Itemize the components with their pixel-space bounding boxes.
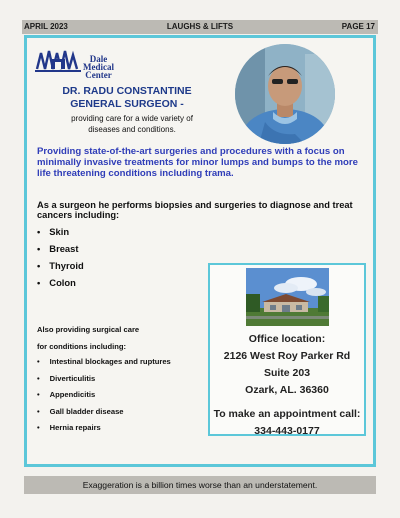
cancer-list	[37, 223, 84, 291]
conditions-intro-line1: Also providing surgical care	[37, 325, 140, 334]
description-line2: diseases and conditions.	[88, 125, 176, 134]
office-street: 2126 West Roy Parker Rd	[223, 350, 351, 362]
page-footer: Exaggeration is a billion times worse than an understatement.	[24, 476, 376, 494]
issue-date: APRIL 2023	[24, 22, 68, 31]
list-item: • Intestinal blockages and ruptures	[37, 354, 171, 371]
doctor-name: DR. RADU CONSTANTINE	[62, 85, 192, 97]
phone-number: 334-443-0177	[254, 425, 320, 437]
office-info-box	[208, 263, 366, 436]
office-city: Ozark, AL. 36360	[245, 384, 329, 396]
list-item: • Colon	[37, 274, 84, 291]
conditions-intro	[37, 321, 217, 355]
hospital-building-icon	[35, 47, 83, 75]
page-number: PAGE 17	[341, 22, 375, 31]
list-item: • Diverticulitis	[37, 371, 171, 388]
dale-medical-center-logo	[35, 47, 145, 80]
doctor-description	[47, 113, 217, 135]
advertisement-frame	[24, 35, 376, 467]
page-header	[22, 20, 378, 34]
cancer-intro: As a surgeon he performs biopsies and surgeries to diagnose and treat cancers including:	[37, 200, 353, 220]
list-item: • Appendicitis	[37, 387, 171, 404]
list-item: • Thyroid	[37, 257, 84, 274]
appointment-label: To make an appointment call:	[213, 408, 361, 420]
doctor-title: GENERAL SURGEON -	[70, 98, 184, 110]
conditions-intro-line2: for conditions including:	[37, 342, 127, 351]
list-item: • Hernia repairs	[37, 420, 171, 437]
description-line1: providing care for a wide variety of	[71, 114, 193, 123]
office-suite: Suite 203	[263, 367, 311, 379]
doctor-name-heading	[37, 85, 217, 111]
list-item: • Breast	[37, 240, 84, 257]
doctor-portrait	[235, 44, 335, 144]
office-location-label: Office location:	[248, 333, 326, 345]
publication-name: LAUGHS & LIFTS	[166, 22, 234, 31]
list-item: • Skin	[37, 223, 84, 240]
logo-text-line2: Medical	[83, 62, 114, 72]
logo-text-line3: Center	[85, 70, 112, 80]
list-item: • Gall bladder disease	[37, 404, 171, 421]
office-building-photo	[246, 268, 329, 326]
conditions-list	[37, 354, 171, 437]
logo-text-line1: Dale	[89, 54, 108, 64]
services-intro: Providing state-of-the-art surgeries and procedures with a focus on minimally invasive treatments for minor lumps and bumps to the more life threatening conditions including trama.	[37, 146, 358, 179]
